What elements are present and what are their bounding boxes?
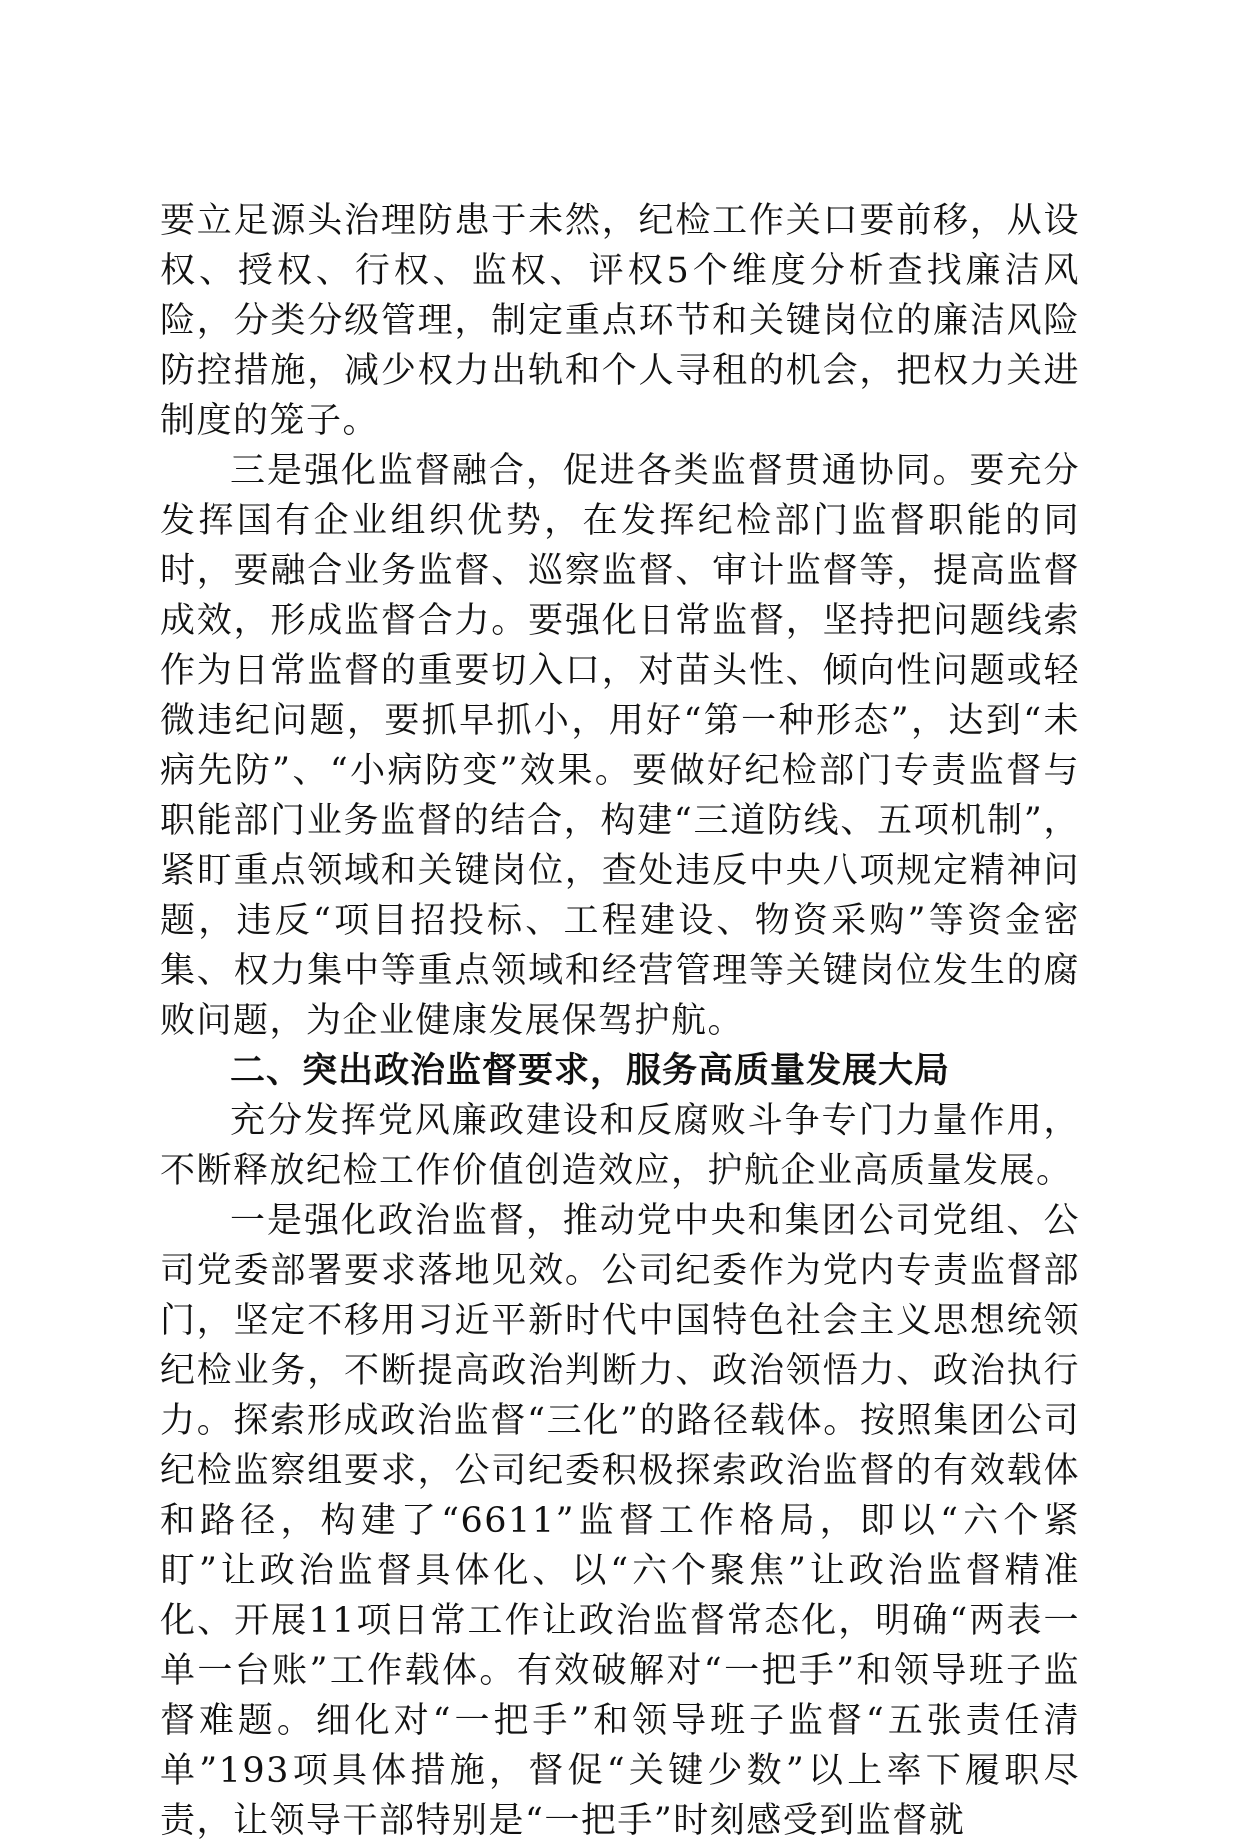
section-heading-political-supervision: 二、突出政治监督要求，服务高质量发展大局 [230,1051,951,1091]
paragraph-political-supervision: 一是强化政治监督，推动党中央和集团公司党组、公司党委部署要求落地见效。公司纪委作为党内专责监督部门，坚定不移用习近平新时代中国特色社会主义思想统领纪检业务，不断提高政治判断力、政治领悟力、政治执行力。探索形成政治监督“三化”的路径载体。按照集团公司纪检监察组要求，公司纪委积极探索政治监督的有效载体和路径，构建了“6611”监督工作格局，即以“六个紧盯”让政治监督具体化、以“六个聚焦”让政治监督精准化、开展11项日常工作让政治监督常态化，明确“两表一单一台账”工作载体。有效破解对“一把手”和领导班子监督难题。细化对“一把手”和领导班子监督“五张责任清单”193项具体措施，督促“关键少数”以上率下履职尽责，让领导干部特别是“一把手”时刻感受到监督就 [160,1201,1080,1841]
paragraph-supervision-integration: 三是强化监督融合，促进各类监督贯通协同。要充分发挥国有企业组织优势，在发挥纪检部门监督职能的同时，要融合业务监督、巡察监督、审计监督等，提高监督成效，形成监督合力。要强化日常监督，坚持把问题线索作为日常监督的重要切入口，对苗头性、倾向性问题或轻微违纪问题，要抓早抓小，用好“第一种形态”，达到“未病先防”、“小病防变”效果。要做好纪检部门专责监督与职能部门业务监督的结合，构建“三道防线、五项机制”，紧盯重点领域和关键岗位，查处违反中央八项规定精神问题，违反“项目招投标、工程建设、物资采购”等资金密集、权力集中等重点领域和经营管理等关键岗位发生的腐败问题，为企业健康发展保驾护航。 [160,451,1080,1041]
paragraph-risk-prevention: 要立足源头治理防患于未然，纪检工作关口要前移，从设权、授权、行权、监权、评权5个维度分析查找廉洁风险，分类分级管理，制定重点环节和关键岗位的廉洁风险防控措施，减少权力出轨和个人寻租的机会，把权力关进制度的笼子。 [160,201,1080,441]
document-page [160,196,1080,1846]
paragraph-section-intro: 充分发挥党风廉政建设和反腐败斗争专门力量作用，不断释放纪检工作价值创造效应，护航企业高质量发展。 [160,1101,1080,1191]
